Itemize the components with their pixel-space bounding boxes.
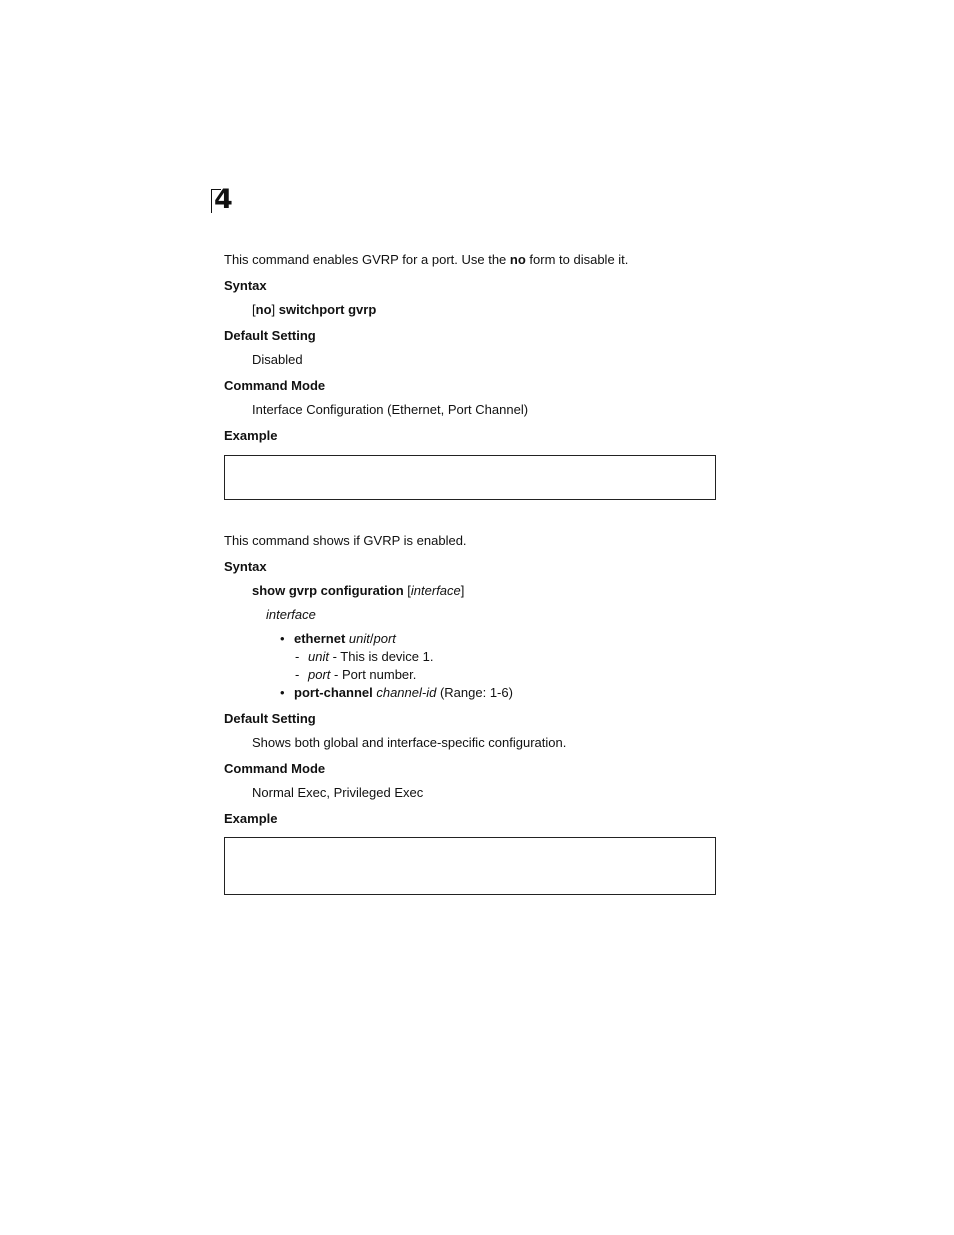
bracket-close: ] [271, 302, 279, 317]
command-mode-heading: Command Mode [224, 761, 326, 776]
gvrp-port-description [224, 252, 628, 268]
default-setting-value: Shows both global and interface-specific configuration. [252, 735, 567, 750]
channel-id-param: channel-id [372, 685, 437, 700]
unit-param: unit [345, 631, 370, 646]
syntax-line [252, 583, 464, 599]
show-gvrp-description: This command shows if GVRP is enabled. [224, 533, 467, 548]
sub-item-port [308, 667, 416, 683]
command-mode-heading: Command Mode [224, 378, 326, 393]
sub-item-name: unit [308, 649, 329, 664]
parameter-name: interface [266, 607, 316, 622]
command-mode-value: Interface Configuration (Ethernet, Port Channel) [252, 402, 529, 417]
example-heading: Example [224, 811, 278, 826]
sub-item-name: port [308, 667, 331, 682]
syntax-command: switchport gvrp [278, 302, 377, 317]
chapter-marker-rule [211, 189, 212, 213]
sub-item-text: - This is device 1. [328, 649, 434, 664]
sub-item-text: - Port number. [330, 667, 417, 682]
syntax-heading: Syntax [224, 559, 267, 574]
chapter-number: 4 [214, 184, 233, 215]
example-heading: Example [224, 428, 278, 443]
command-mode-value: Normal Exec, Privileged Exec [252, 785, 424, 800]
port-channel-keyword: port-channel [294, 685, 373, 700]
list-item-ethernet-text [294, 631, 396, 647]
sub-item-port-dash: - [295, 667, 300, 682]
description-text-end: form to disable it. [525, 252, 629, 267]
description-keyword: no [509, 252, 526, 267]
port-param: port [373, 631, 396, 646]
bullet-icon: • [280, 631, 285, 646]
chapter-marker [211, 184, 239, 215]
example-box [224, 837, 716, 895]
syntax-command: show gvrp configuration [252, 583, 404, 598]
sub-item-unit [308, 649, 434, 665]
bracket-open: [ [252, 302, 256, 317]
list-item-ethernet [280, 631, 285, 647]
list-item-port-channel [280, 685, 285, 701]
bracket-open: [ [403, 583, 411, 598]
range-text: (Range: 1-6) [436, 685, 513, 700]
default-setting-value: Disabled [252, 352, 303, 367]
default-setting-heading: Default Setting [224, 328, 316, 343]
syntax-no-keyword: no [255, 302, 272, 317]
sub-item-unit-dash: - [295, 649, 300, 664]
bullet-icon: • [280, 685, 285, 700]
syntax-parameter: interface [410, 583, 461, 598]
syntax-heading: Syntax [224, 278, 267, 293]
ethernet-keyword: ethernet [294, 631, 346, 646]
slash-separator: / [369, 631, 374, 646]
example-box [224, 455, 716, 500]
list-item-port-channel-text [294, 685, 513, 701]
bracket-close: ] [460, 583, 465, 598]
syntax-line [252, 302, 376, 318]
description-text: This command enables GVRP for a port. Use the [224, 252, 510, 267]
default-setting-heading: Default Setting [224, 711, 316, 726]
